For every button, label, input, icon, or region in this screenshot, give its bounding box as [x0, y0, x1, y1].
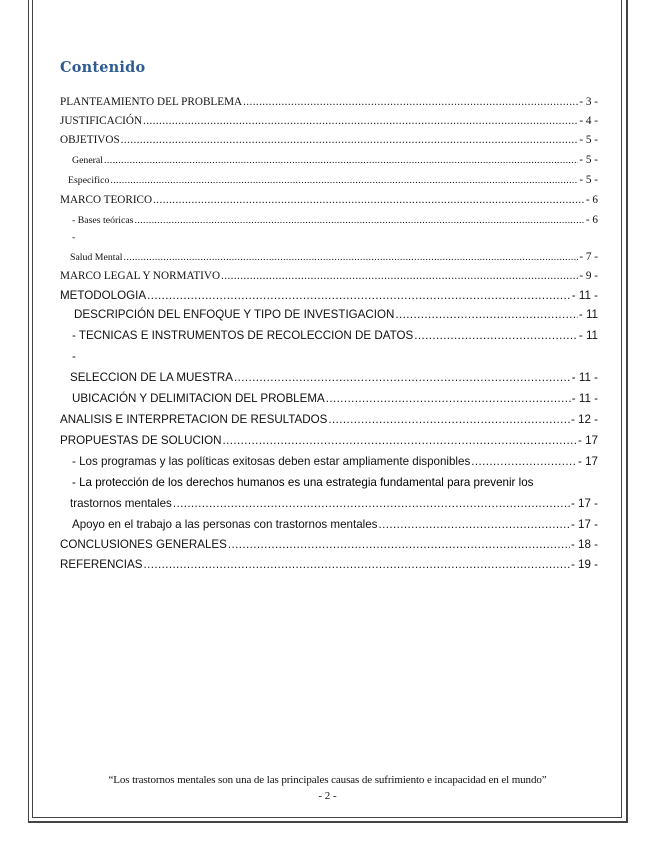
toc-entry-label: - TECNICAS E INSTRUMENTOS DE RECOLECCION DE DATOS [72, 329, 414, 342]
toc-leader-dots [110, 175, 578, 186]
toc-entry-label: UBICACIÓN Y DELIMITACION DEL PROBLEMA [72, 392, 325, 405]
toc-entry-label: - [72, 232, 76, 243]
toc-entry-seleccion-muestra[interactable] [60, 371, 598, 392]
toc-leader-dots [234, 371, 571, 384]
toc-leader-dots [147, 289, 571, 302]
toc-entry-label: - La protección de los derechos humanos es una estrategia fundamental para prevenir los [72, 476, 534, 489]
toc-entry-page: - 17 [578, 434, 598, 447]
toc-entry-bases-teoricas[interactable] [60, 214, 598, 232]
toc-entry-label: JUSTIFICACIÓN [60, 115, 143, 127]
toc-entry-page: - 3 - [579, 96, 598, 108]
toc-entry-label: Salud Mental [70, 252, 123, 263]
toc-entry-metodologia[interactable] [60, 289, 598, 308]
toc-entry-marco-teorico[interactable] [60, 194, 598, 214]
toc-leader-dots [395, 308, 577, 321]
toc-entry-label: CONCLUSIONES GENERALES [60, 538, 227, 551]
toc-entry-label: Apoyo en el trabajo a las personas con trastornos mentales [72, 518, 378, 531]
toc-entry-tecnicas-instrumentos[interactable] [60, 329, 598, 350]
toc-entry-page: - 11 - [571, 371, 598, 384]
toc-entry-planteamiento[interactable] [60, 96, 598, 115]
toc-leader-dots [243, 96, 578, 108]
toc-entry-page: - 18 - [570, 538, 598, 551]
toc-entry-proteccion-derechos[interactable] [60, 476, 598, 518]
page-number: - 2 - [318, 790, 337, 802]
toc-leader-dots [121, 134, 579, 146]
toc-entry-descripcion-enfoque[interactable] [60, 308, 598, 329]
page-border-right-inner [621, 0, 622, 818]
toc-entry-ubicacion-delimitacion[interactable] [60, 392, 598, 413]
toc-leader-dots [414, 329, 578, 342]
toc-entry-dash [60, 232, 598, 251]
toc-leader-dots [124, 252, 579, 263]
page-border-right-outer [626, 0, 628, 822]
footer-quote: “Los trastornos mentales son una de las principales causas de sufrimiento e incapacidad en el mundo” [108, 774, 547, 786]
toc-entry-dash [60, 350, 598, 371]
toc-entry-page: - 17 - [570, 497, 598, 510]
toc-entry-label-cont: trastornos mentales [70, 497, 172, 510]
toc-leader-dots [173, 497, 570, 510]
toc-entry-page: - 17 [578, 455, 598, 468]
page-border-bottom-inner [32, 817, 622, 818]
toc-leader-dots [228, 538, 570, 551]
page-border-left-inner [32, 0, 33, 818]
toc-entry-page: - 11 [578, 308, 598, 321]
toc-entry-page: - 12 - [570, 413, 598, 426]
toc-leader-dots [328, 413, 570, 426]
toc-leader-dots [153, 194, 585, 206]
toc-entry-page: - 19 - [570, 558, 598, 571]
toc-leader-dots [104, 155, 578, 166]
toc-entry-propuestas-solucion[interactable] [60, 434, 598, 455]
toc-entry-marco-legal[interactable] [60, 270, 598, 289]
toc-entry-referencias[interactable] [60, 558, 598, 578]
toc-entry-page: - 4 - [579, 115, 598, 127]
toc-entry-justificacion[interactable] [60, 115, 598, 134]
toc-leader-dots [134, 215, 584, 226]
toc-leader-dots [221, 270, 578, 282]
toc-entry-programas-politicas[interactable] [60, 455, 598, 476]
toc-entry-objetivos[interactable] [60, 134, 598, 154]
toc-entry-general[interactable] [60, 154, 598, 174]
toc-entry-page: - 5 - [579, 154, 598, 166]
page-border-bottom-outer [28, 821, 628, 823]
toc-entry-especifico[interactable] [60, 174, 598, 194]
toc-entry-page: - 11 - [571, 289, 598, 302]
toc-entry-page: - 7 - [579, 251, 598, 263]
toc-entry-label: ANALISIS E INTERPRETACION DE RESULTADOS [60, 413, 328, 426]
toc-entry-label: METODOLOGIA [60, 289, 147, 302]
page-border-left-outer [28, 0, 29, 822]
toc-leader-dots [326, 392, 571, 405]
table-of-contents [60, 92, 598, 578]
toc-entry-page: - 5 - [579, 174, 598, 186]
toc-entry-analisis-interpretacion[interactable] [60, 413, 598, 434]
toc-entry-apoyo-trabajo[interactable] [60, 518, 598, 538]
toc-entry-label: - Los programas y las políticas exitosas deben estar ampliamente disponibles [72, 455, 471, 468]
toc-entry-label: DESCRIPCIÓN DEL ENFOQUE Y TIPO DE INVESTIGACION [74, 308, 395, 321]
toc-entry-page: - 6 [585, 214, 598, 226]
toc-leader-dots [223, 434, 578, 447]
toc-entry-page: - 5 - [579, 134, 598, 146]
toc-entry-page: - 17 - [570, 518, 598, 531]
toc-leader-dots [143, 115, 578, 127]
toc-entry-label: PROPUESTAS DE SOLUCION [60, 434, 222, 447]
toc-entry-continuation [60, 497, 598, 518]
toc-entry-page: - 11 - [571, 392, 598, 405]
toc-leader-dots [378, 518, 569, 531]
toc-leader-dots [143, 558, 569, 571]
toc-entry-label: General [72, 155, 104, 166]
toc-entry-page: - 9 - [579, 270, 598, 282]
toc-entry-salud-mental[interactable] [60, 251, 598, 270]
toc-entry-page: - 6 [585, 194, 598, 206]
toc-entry-label: MARCO TEORICO [60, 194, 153, 206]
toc-entry-conclusiones[interactable] [60, 538, 598, 558]
toc-entry-page: - 11 [578, 329, 598, 342]
toc-entry-label: - Bases teóricas [72, 215, 134, 226]
toc-heading: Contenido [60, 59, 146, 76]
toc-entry-label: - [72, 350, 76, 363]
toc-leader-dots [471, 455, 577, 468]
toc-entry-label: MARCO LEGAL Y NORMATIVO [60, 270, 221, 282]
toc-entry-label: PLANTEAMIENTO DEL PROBLEMA [60, 96, 243, 108]
toc-entry-label: OBJETIVOS [60, 134, 120, 146]
toc-entry-label: Especifico [68, 175, 110, 186]
toc-entry-label: REFERENCIAS [60, 558, 143, 571]
toc-entry-label: SELECCION DE LA MUESTRA [70, 371, 233, 384]
